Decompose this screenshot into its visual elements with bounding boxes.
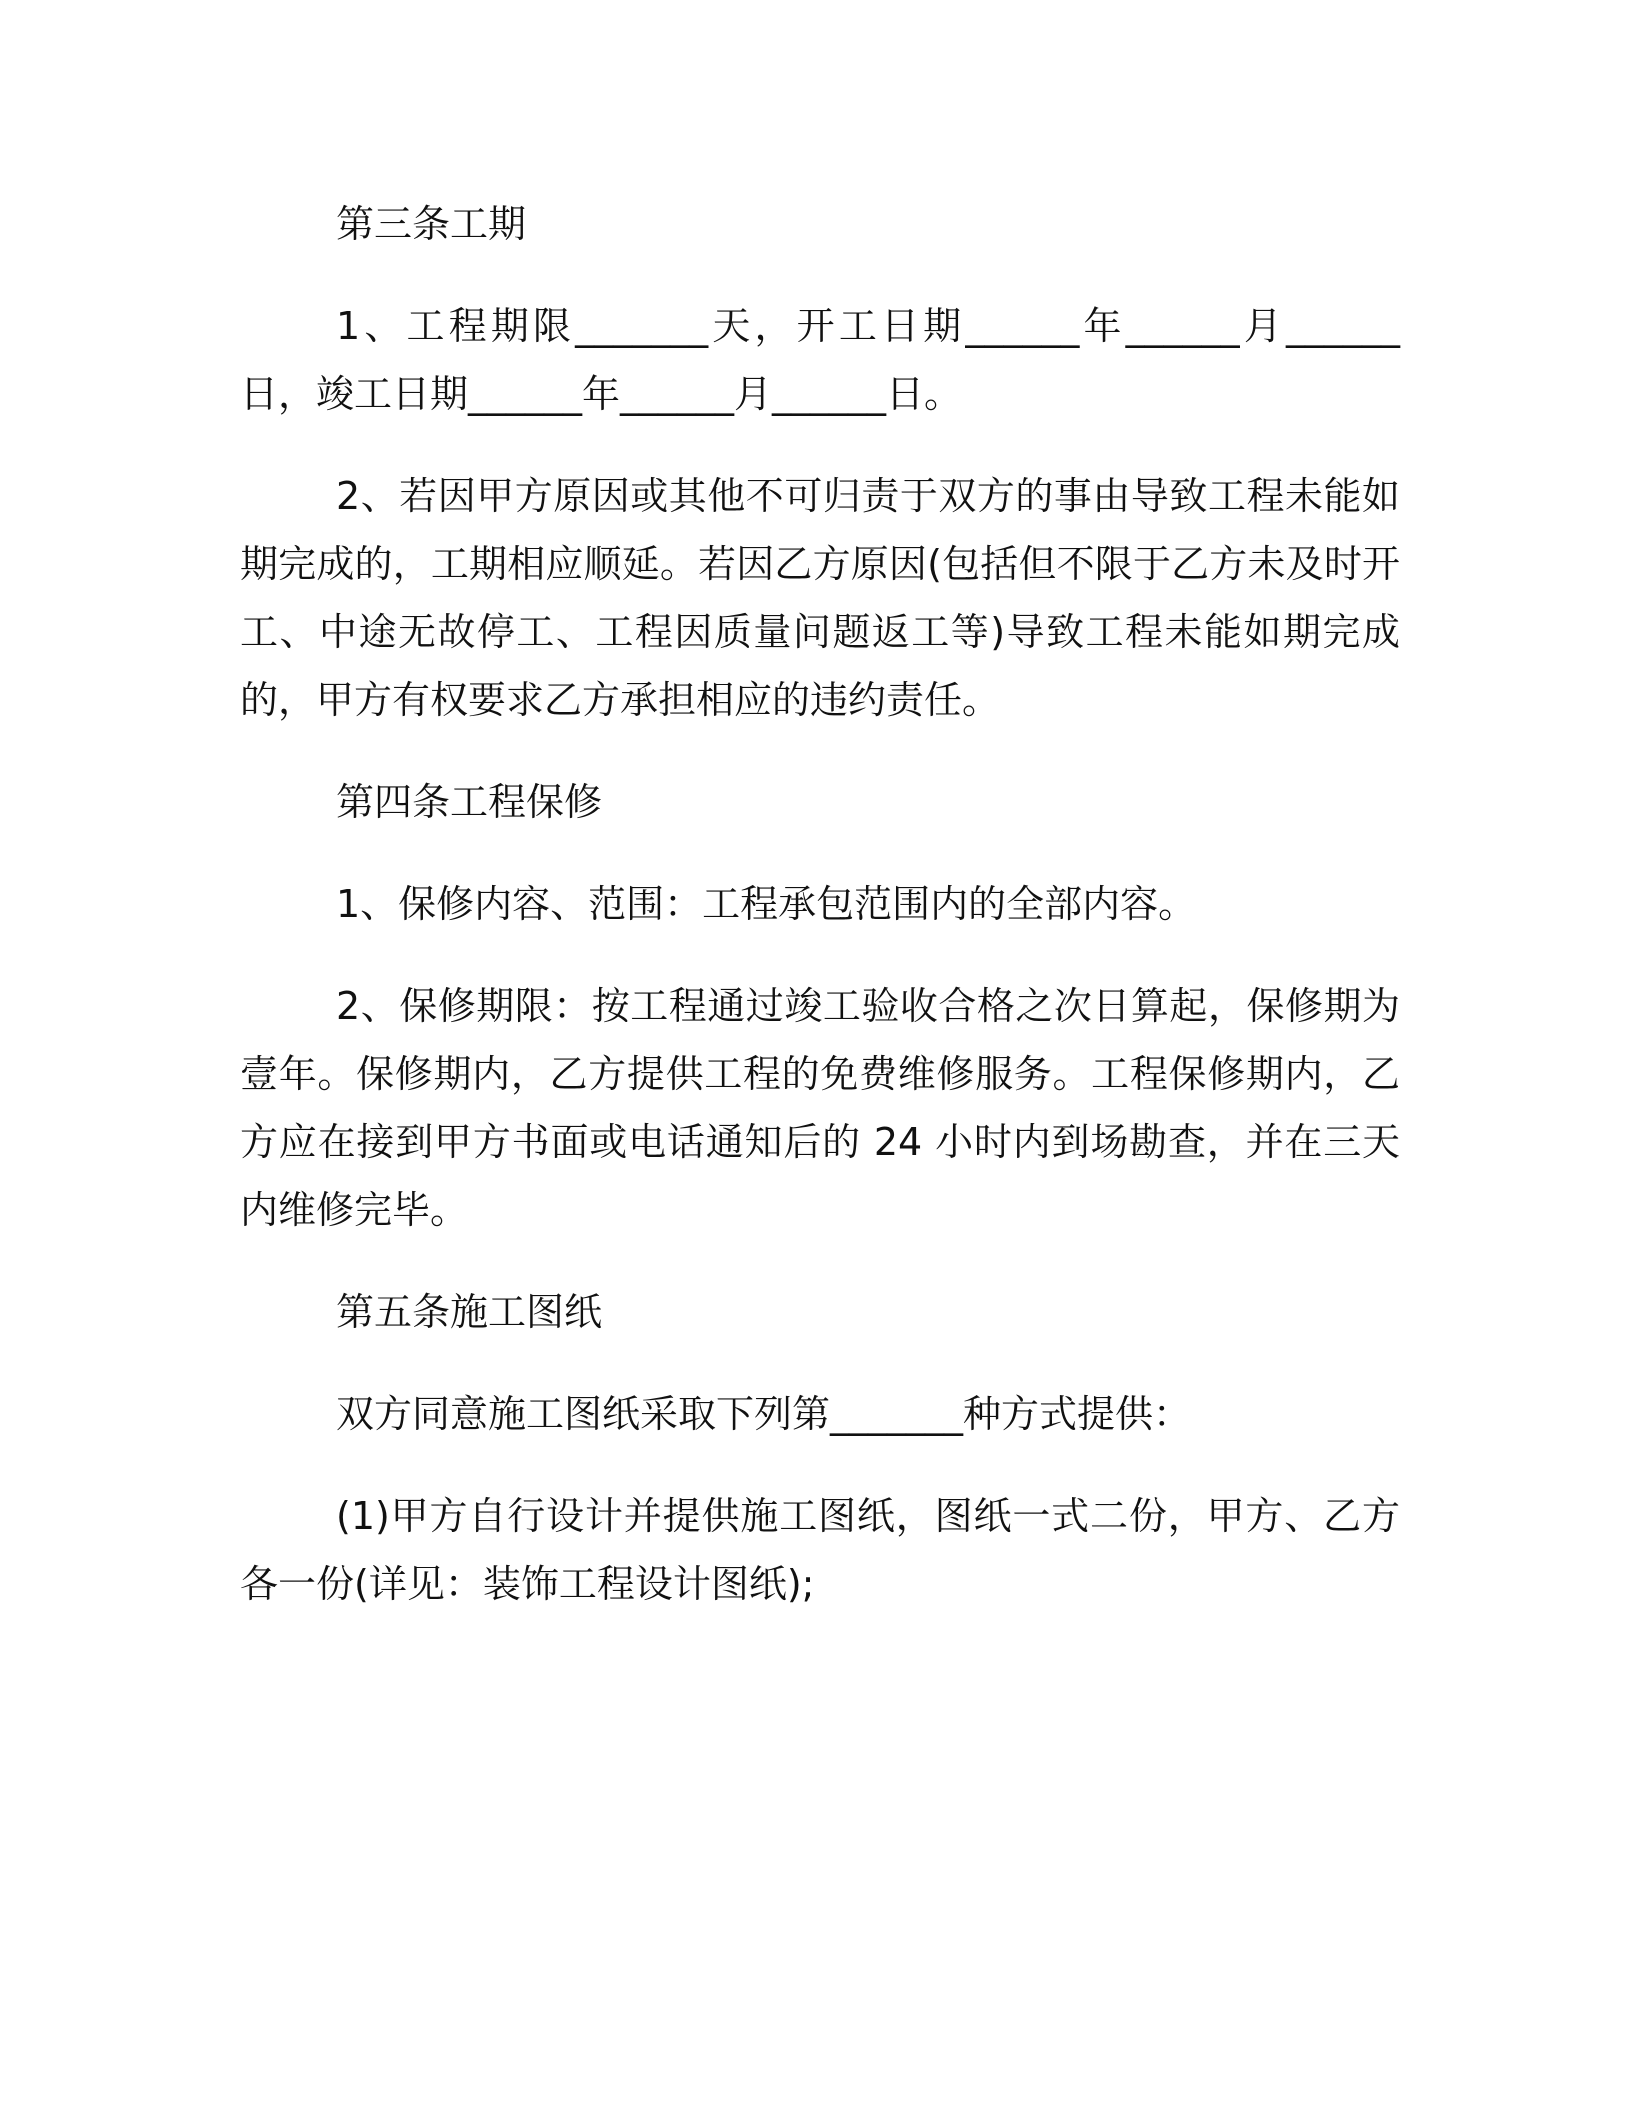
article-3-clause-2: 2、若因甲方原因或其他不可归责于双方的事由导致工程未能如期完成的，工期相应顺延。若因乙方原因(包括但不限于乙方未及时开工、中途无故停工、工程因质量问题返工等)导致工程未能如期完成的，甲方有权要求乙方承担相应的违约责任。 [240,474,1400,722]
article-4-clause-2: 2、保修期限：按工程通过竣工验收合格之次日算起，保修期为壹年。保修期内，乙方提供工程的免费维修服务。工程保修期内，乙方应在接到甲方书面或电话通知后的 24 小时内到场勘查，并在三天内维修完毕。 [240,984,1400,1232]
document-body [240,190,1400,1618]
article-3-clause-1: 1、工程期限_______天，开工日期______年______月______日，竣工日期______年______月______日。 [240,304,1400,416]
article-3-heading: 第三条工期 [336,202,527,246]
article-4-clause-1: 1、保修内容、范围：工程承包范围内的全部内容。 [336,882,1197,926]
article-5-intro: 双方同意施工图纸采取下列第_______种方式提供： [336,1392,1192,1436]
article-5-heading: 第五条施工图纸 [336,1290,603,1334]
article-4-heading: 第四条工程保修 [336,780,603,824]
article-5-option-1: (1)甲方自行设计并提供施工图纸，图纸一式二份，甲方、乙方各一份(详见：装饰工程设计图纸); [240,1494,1400,1606]
